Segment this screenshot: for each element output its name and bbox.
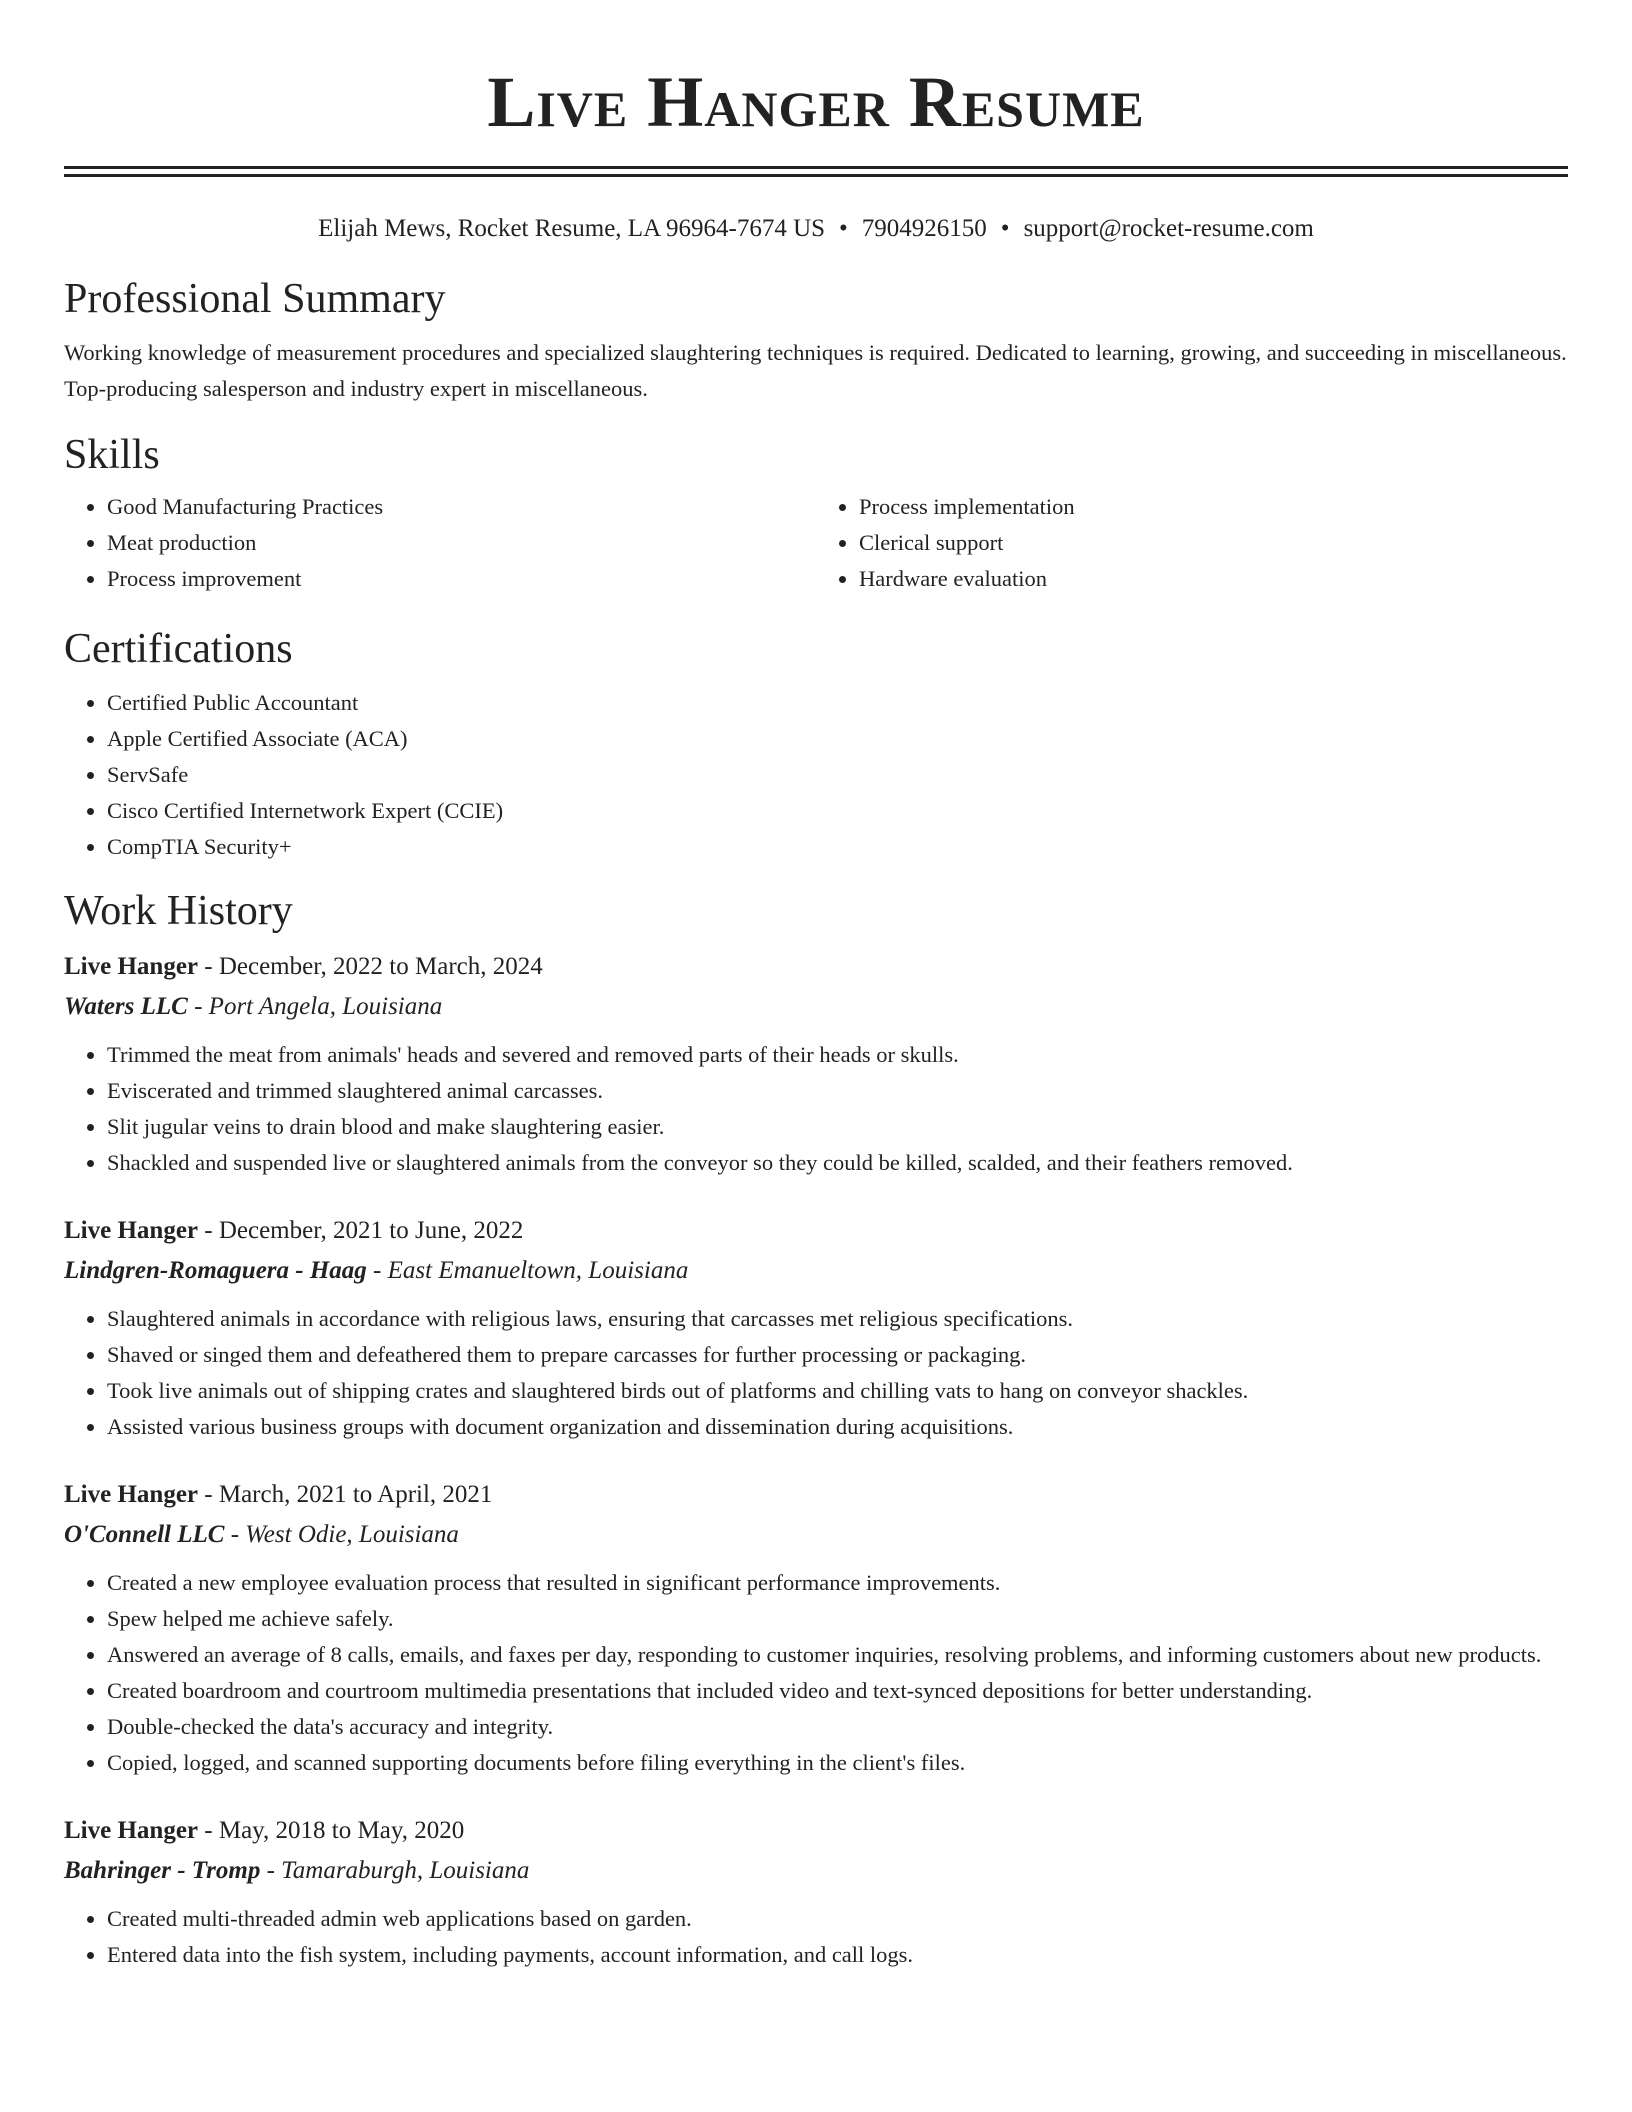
- job-bullets: [64, 1301, 1568, 1445]
- job-company-line: [64, 1851, 1568, 1891]
- skill-item: • Hardware evaluation: [859, 561, 1568, 597]
- job-role: Live Hanger: [64, 953, 199, 980]
- job-entry: [64, 947, 1568, 1181]
- summary-text: Working knowledge of measurement procedures and specialized slaughtering techniques is required. Dedicated to learning, growing, and succeeding in miscellaneous. Top-producing salesperson and industry expert in miscellaneous.: [64, 340, 1567, 401]
- job-company: Waters LLC: [64, 993, 188, 1020]
- contact-phone: 7904926150: [861, 215, 987, 242]
- job-dates: - March, 2021 to April, 2021: [198, 1481, 493, 1508]
- contact-separator: •: [1000, 215, 1010, 242]
- contact-separator: •: [839, 215, 848, 242]
- job-title-line: [64, 1475, 1568, 1515]
- job-company: O'Connell LLC: [64, 1521, 225, 1548]
- summary-heading: Professional Summary: [64, 276, 446, 322]
- job-dates: - December, 2022 to March, 2024: [198, 953, 543, 980]
- job-bullet: • Trimmed the meat from animals' heads and severed and removed parts of their heads or skulls.: [107, 1037, 1568, 1073]
- job-bullet: • Entered data into the fish system, including payments, account information, and call logs.: [107, 1937, 1568, 1973]
- job-title-line: [64, 947, 1568, 987]
- skills-heading: Skills: [64, 432, 160, 478]
- skill-item: • Meat production: [107, 525, 816, 561]
- certification-item: • Certified Public Accountant: [107, 685, 1568, 721]
- job-bullets: [64, 1565, 1568, 1781]
- contact-email: support@rocket-resume.com: [1023, 215, 1314, 242]
- job-entry: [64, 1475, 1568, 1781]
- job-bullet: • Slaughtered animals in accordance with religious laws, ensuring that carcasses met religious specifications.: [107, 1301, 1568, 1337]
- job-entry: [64, 1811, 1568, 1973]
- certifications-heading: Certifications: [64, 626, 293, 672]
- certifications-list: [64, 685, 1568, 865]
- skill-item: • Process improvement: [107, 561, 816, 597]
- job-bullet: • Took live animals out of shipping crates and slaughtered birds out of platforms and chilling vats to hang on conveyor shackles.: [107, 1373, 1568, 1409]
- skill-item: • Process implementation: [859, 489, 1568, 525]
- job-role: Live Hanger: [64, 1217, 199, 1244]
- contact-address: Elijah Mews, Rocket Resume, LA 96964-7674 US: [318, 215, 826, 242]
- skill-item: • Clerical support: [859, 525, 1568, 561]
- job-bullet: • Slit jugular veins to drain blood and make slaughtering easier.: [107, 1109, 1568, 1145]
- job-bullets: [64, 1037, 1568, 1181]
- certification-item: • ServSafe: [107, 757, 1568, 793]
- certification-item: • CompTIA Security+: [107, 829, 1568, 865]
- job-bullet: • Created multi-threaded admin web applications based on garden.: [107, 1901, 1568, 1937]
- job-entry: [64, 1211, 1568, 1445]
- job-location: - East Emanueltown, Louisiana: [366, 1257, 689, 1284]
- work-history-heading: Work History: [64, 888, 293, 934]
- job-company: Lindgren-Romaguera - Haag: [64, 1257, 367, 1284]
- job-bullet: • Answered an average of 8 calls, emails, and faxes per day, responding to customer inquiries, resolving problems, and informing customers about new products.: [107, 1637, 1568, 1673]
- job-bullet: • Shackled and suspended live or slaughtered animals from the conveyor so they could be killed, scalded, and their feathers removed.: [107, 1145, 1568, 1181]
- job-company-line: [64, 1251, 1568, 1291]
- job-bullet: • Spew helped me achieve safely.: [107, 1601, 1568, 1637]
- job-location: - Tamaraburgh, Louisiana: [260, 1857, 530, 1884]
- job-dates: - May, 2018 to May, 2020: [198, 1817, 465, 1844]
- certification-item: • Apple Certified Associate (ACA): [107, 721, 1568, 757]
- job-bullet: • Double-checked the data's accuracy and integrity.: [107, 1709, 1568, 1745]
- job-location: - Port Angela, Louisiana: [187, 993, 443, 1020]
- job-company-line: [64, 1515, 1568, 1555]
- job-company-line: [64, 987, 1568, 1027]
- job-bullet: • Shaved or singed them and defeathered them to prepare carcasses for further processing or packaging.: [107, 1337, 1568, 1373]
- skills-columns: [64, 489, 1568, 597]
- job-role: Live Hanger: [64, 1481, 199, 1508]
- skill-item: • Good Manufacturing Practices: [107, 489, 816, 525]
- skills-list-right: [816, 489, 1568, 597]
- job-bullet: • Eviscerated and trimmed slaughtered animal carcasses.: [107, 1073, 1568, 1109]
- job-bullet: • Assisted various business groups with document organization and dissemination during acquisitions.: [107, 1409, 1568, 1445]
- job-role: Live Hanger: [64, 1817, 199, 1844]
- job-bullets: [64, 1901, 1568, 1973]
- job-title-line: [64, 1211, 1568, 1251]
- job-bullet: • Created boardroom and courtroom multimedia presentations that included video and text-synced depositions for better understanding.: [107, 1673, 1568, 1709]
- job-bullet: • Created a new employee evaluation process that resulted in significant performance improvements.: [107, 1565, 1568, 1601]
- resume-title: Live Hanger Resume: [487, 62, 1145, 142]
- job-dates: - December, 2021 to June, 2022: [198, 1217, 524, 1244]
- job-bullet: • Copied, logged, and scanned supporting documents before filing everything in the client's files.: [107, 1745, 1568, 1781]
- job-title-line: [64, 1811, 1568, 1851]
- job-location: - West Odie, Louisiana: [224, 1521, 459, 1548]
- certification-item: • Cisco Certified Internetwork Expert (CCIE): [107, 793, 1568, 829]
- title-divider: [64, 166, 1568, 177]
- job-company: Bahringer - Tromp: [64, 1857, 261, 1884]
- skills-list-left: [64, 489, 816, 597]
- contact-line: [64, 213, 1568, 245]
